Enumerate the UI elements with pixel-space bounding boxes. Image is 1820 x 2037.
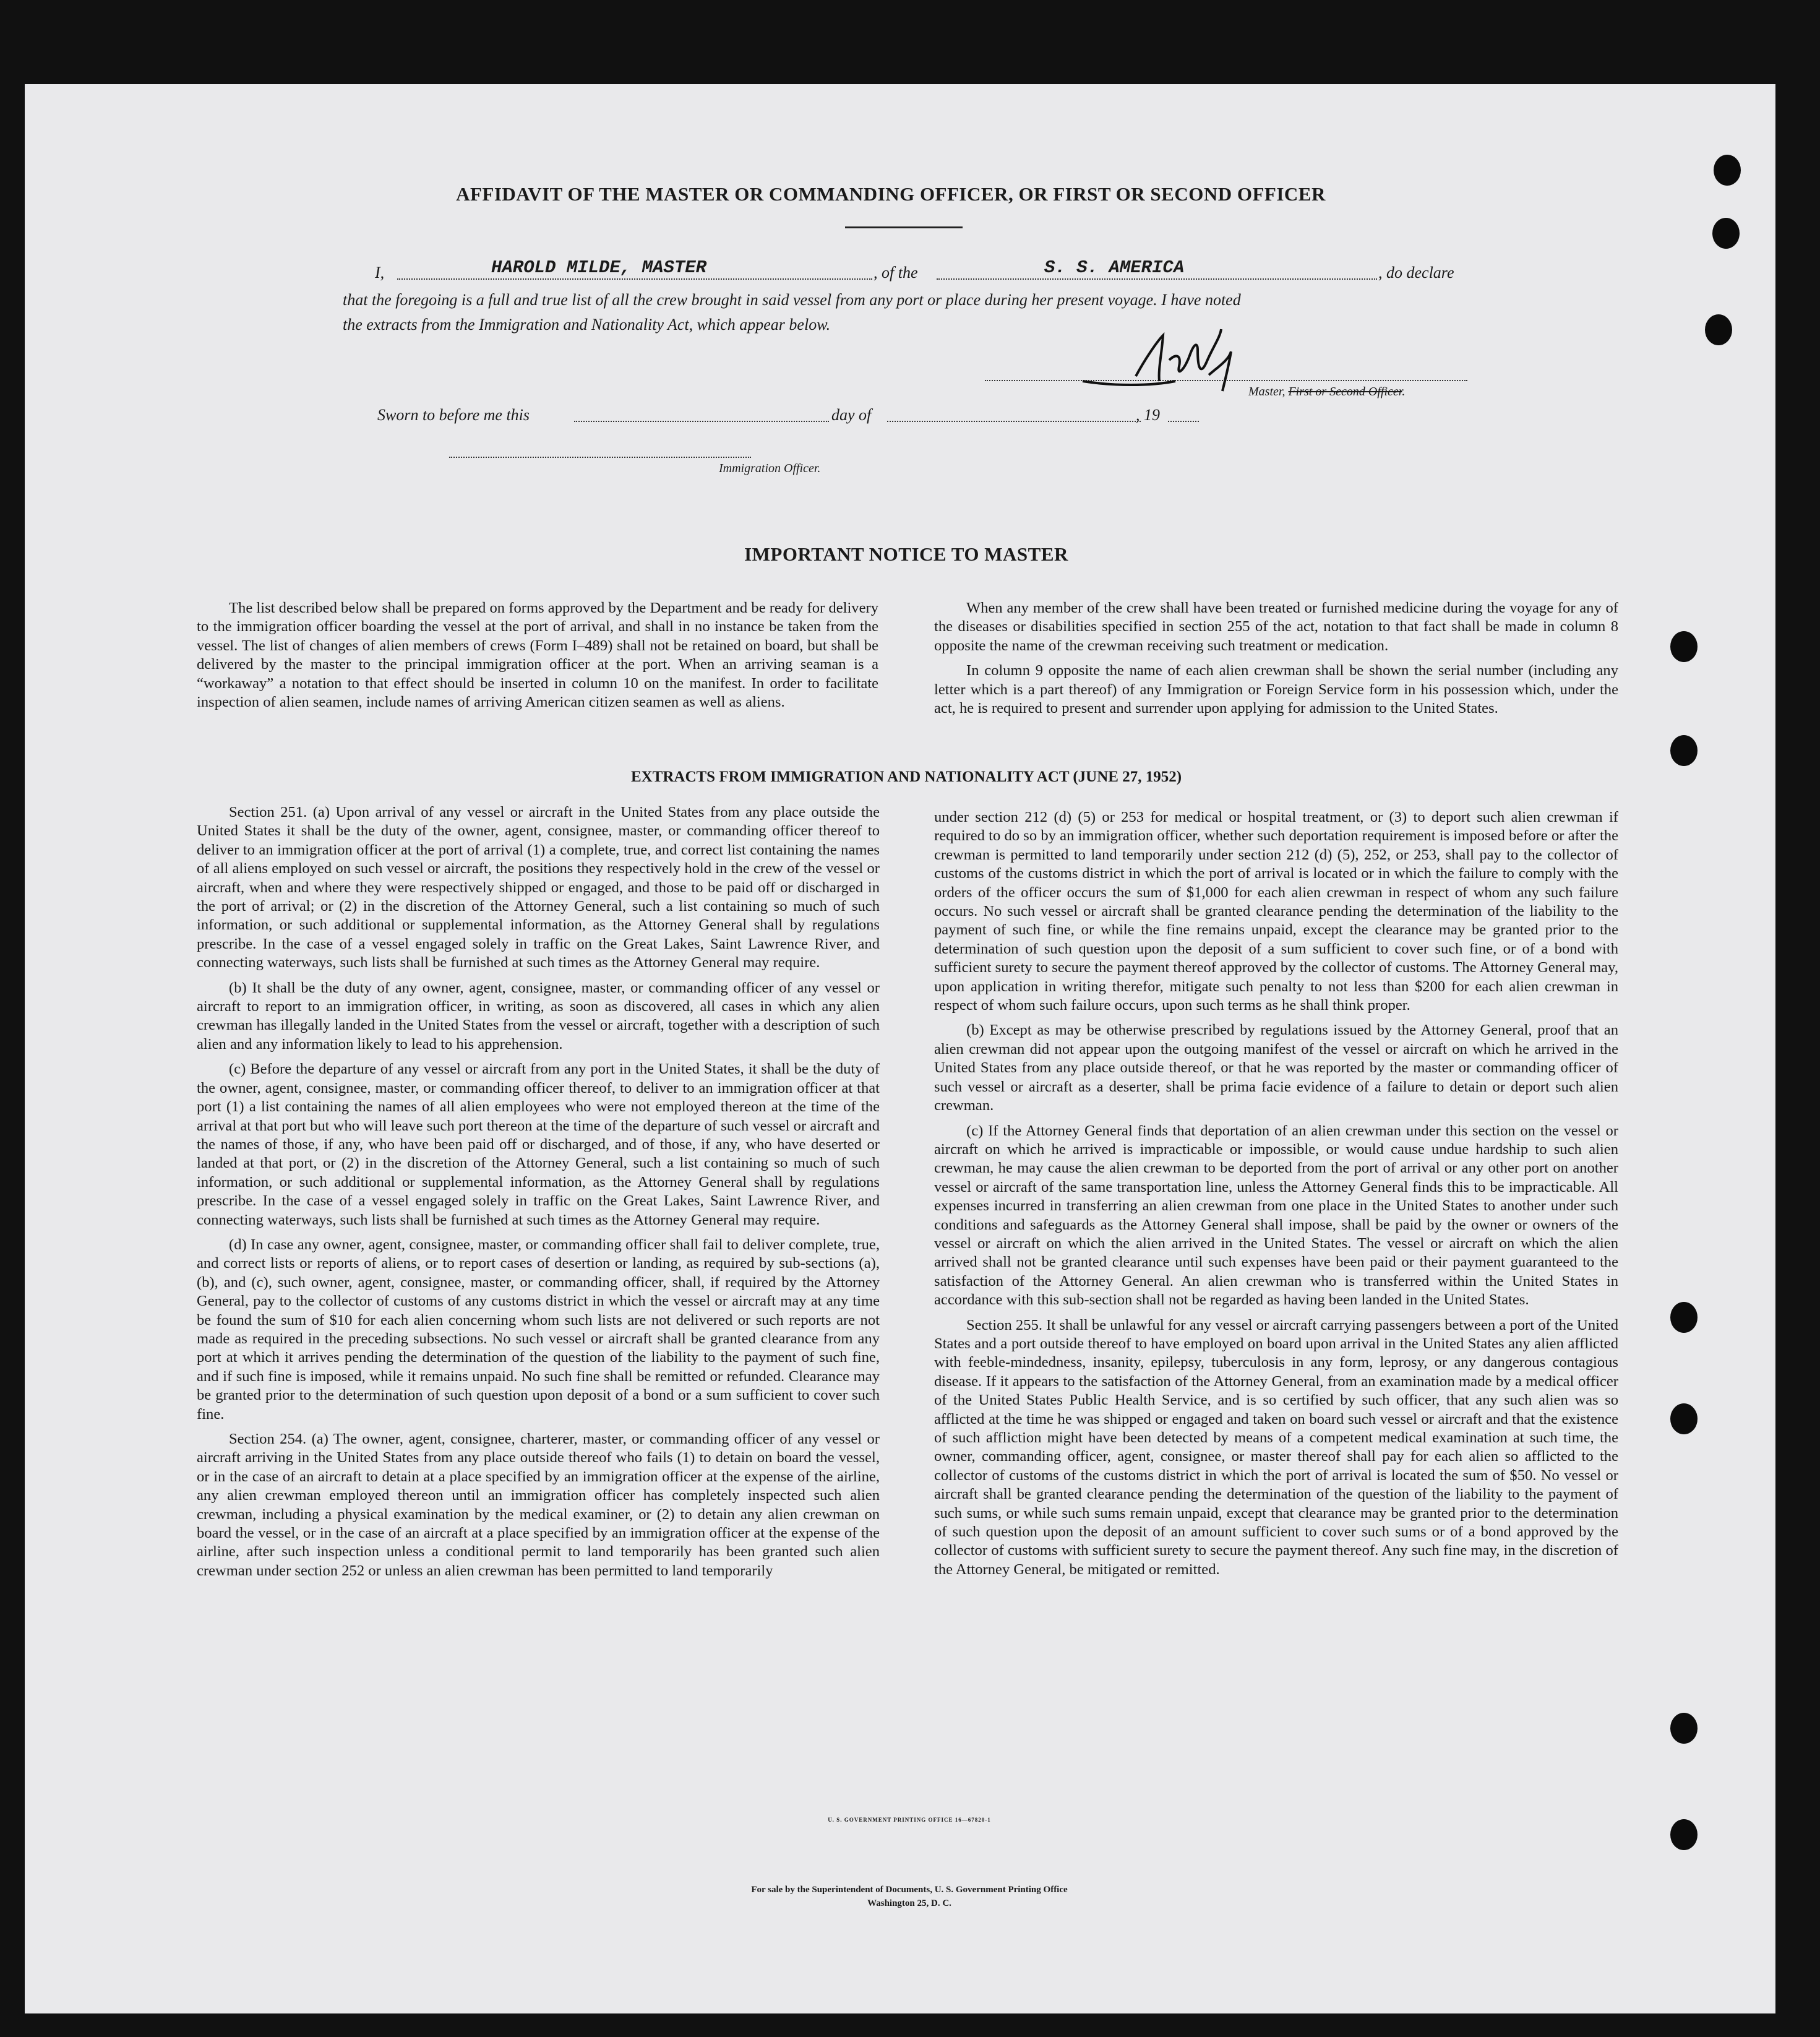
- sworn-day-dots: [574, 421, 829, 422]
- signature-label-prefix: Master,: [1248, 385, 1286, 398]
- section-251-b: (b) It shall be the duty of any owner, agent, consignee, master, or commanding officer of any vessel or aircraft to report to an immigration officer, in writing, as soon as discovered, all cases in which any alien crewman has illegally landed in the United States from the vessel or aircraft, together with a description of such alien and any information likely to lead to his apprehension.: [197, 979, 880, 1053]
- master-name-value: HAROLD MILDE, MASTER: [491, 257, 707, 278]
- punch-hole: [1670, 735, 1698, 766]
- section-254-b: (b) Except as may be otherwise prescribed by regulations issued by the Attorney General, proof that an alien crewman did not appear upon the outgoing manifest of the vessel or aircraft on which he arrived in the United States from any place outside thereof, or that he was reported by the master or commanding officer of such vessel or aircraft as a deserter, shall be prima facie evidence of a failure to detain or deport such alien crewman.: [934, 1022, 1618, 1114]
- notice-title: IMPORTANT NOTICE TO MASTER: [744, 543, 1068, 565]
- extracts-right-column: [934, 808, 1618, 1585]
- master-signature: [1076, 317, 1268, 397]
- sale-notice-line-1: For sale by the Superintendent of Documents, U. S. Government Printing Office: [751, 1885, 1068, 1895]
- name-dots: [397, 278, 872, 280]
- sale-notice-line-2: Washington 25, D. C.: [867, 1898, 951, 1908]
- title-rule: [845, 226, 963, 228]
- punch-hole: [1670, 1713, 1698, 1744]
- punch-hole: [1670, 1302, 1698, 1333]
- punch-hole: [1705, 314, 1732, 345]
- affidavit-title: AFFIDAVIT OF THE MASTER OR COMMANDING OFFICER, OR FIRST OR SECOND OFFICER: [456, 183, 1326, 205]
- sworn-line: [377, 403, 1200, 428]
- signature-label: [1248, 385, 1405, 399]
- punch-hole: [1670, 631, 1698, 662]
- vessel-name-value: S. S. AMERICA: [1044, 257, 1185, 278]
- signature-label-suffix: .: [1402, 385, 1406, 398]
- sworn-label: Sworn to before me this: [377, 406, 530, 424]
- affidavit-statement-1: that the foregoing is a full and true list of all the crew brought in said vessel from any port or place during her present voyage. I have noted: [343, 291, 1241, 309]
- section-251-d: (d) In case any owner, agent, consignee, master, or commanding officer shall fail to deliver complete, true, and correct lists or reports of aliens, or to report cases of desertion or landing, as required by sub-sections (a), (b), and (c), such owner, agent, consignee, master, or commanding officer, shall, if required by the Attorney General, pay to the collector of customs of any customs district in which the vessel or aircraft may at any time be found the sum of $10 for each alien concerning whom such lists are not delivered or such reports are not made as required in the preceding subsections. No such vessel or aircraft shall be granted clearance from any port at which it arrives pending the determination of the question of the liability to the payment of such fine, and if such fine is imposed, while it remains unpaid. No such fine shall be remitted or refunded. Clearance may be granted prior to the determination of such question upon deposit of a bond or a sum sufficient to cover such fine.: [197, 1236, 880, 1423]
- section-254-c: (c) If the Attorney General finds that deportation of an alien crewman under this section on the vessel or aircraft on which he arrived is impracticable or impossible, or would cause undue hardship to such alien crewman, he may cause the alien crewman to be deported from the port of arrival or any other port on another vessel or aircraft of the same transportation line, unless the Attorney General finds this to be impracticable. All expenses incurred in transferring an alien crewman from one place in the United States to another under such conditions and safeguards as the Attorney General shall impose, shall be paid by the owner or owners of the vessel or aircraft on which the alien arrived in the United States. The vessel or aircraft on which the alien arrived shall not be granted clearance until such expenses have been paid or their payment guaranteed to the satisfaction of the Attorney General. An alien crewman who is transferred within the United States in accordance with this sub-section shall not be regarded as having been landed in the United States.: [934, 1122, 1618, 1309]
- affidavit-line: [375, 257, 1476, 287]
- punch-hole: [1670, 1819, 1698, 1850]
- i-label: I,: [375, 264, 385, 282]
- vessel-dots: [937, 278, 1377, 280]
- punch-hole: [1712, 218, 1740, 249]
- section-251-c: (c) Before the departure of any vessel or aircraft from any port in the United States, it shall be the duty of the owner, agent, consignee, master, or commanding officer thereof, to deliver to an immigration officer at that port (1) a list containing the names of all alien employees who were not employed thereon at the time of the arrival at that port but who will leave such port thereon at the time of the departure of such vessel or aircraft and the names of those, if any, who have been paid off or discharged, and of those, if any, who have deserted or landed at that port, or (2) in the discretion of the Attorney General, such a list containing so much of such information, or such additional or supplemental information, as the Attorney General shall by regulations prescribe. In the case of a vessel engaged solely in traffic on the Great Lakes, Saint Lawrence River, and connecting waterways, such lists shall be furnished at such times as the Attorney General may require.: [197, 1061, 880, 1228]
- notice-right-column: [934, 599, 1618, 724]
- officer-label: Immigration Officer.: [719, 462, 821, 475]
- signature-label-struck: First or Second Officer: [1288, 385, 1402, 398]
- section-254-a: Section 254. (a) The owner, agent, consignee, charterer, master, or commanding officer of any vessel or aircraft arriving in the United States from any place outside thereof who fails (1) to detain on board the vessel, or in the case of an aircraft to detain at a place specified by an immigration officer at the expense of the airline, any alien crewman employed thereon until an immigration officer has completely inspected such alien crewman, including a physical examination by the medical examiner, or (2) to detain any alien crewman on board the vessel, or in the case of an aircraft at a place specified by an immigration officer at the expense of the airline, after such inspection unless a conditional permit to land temporarily has been granted such alien crewman under section 252 or unless an alien crewman has been permitted to land temporarily: [197, 1431, 880, 1579]
- day-of-label: day of: [831, 406, 872, 424]
- section-255: Section 255. It shall be unlawful for any vessel or aircraft carrying passengers between a port of the United States and a port outside thereof to have employed on board upon arrival in the United States any alien afflicted with feeble-mindedness, insanity, epilepsy, tuberculosis in any form, leprosy, or any dangerous contagious disease. If it appears to the satisfaction of the Attorney General, from an examination made by a medical officer of the United States Public Health Service, and is so certified by such officer, that any such alien was so afflicted at the time he was shipped or engaged and taken on board such vessel or aircraft and that the existence of such affliction might have been detected by means of a competent medical examination at such time, the owner, commanding officer, agent, consignee, or master thereof shall pay for each alien so afflicted to the collector of customs of the customs district in which the port of arrival is located the sum of $50. No vessel or aircraft shall be granted clearance pending the determination of the question of the liability to the payment of such sums, or while such sums remain unpaid, except that clearance may be granted prior to the determination of such question upon the deposit of an amount sufficient to cover such sums or of a bond approved by the collector of customs with sufficient surety to secure the payment thereof. Any such fine may, in the discretion of the Attorney General, be mitigated or remitted.: [934, 1316, 1618, 1578]
- do-declare-label: , do declare: [1378, 264, 1454, 282]
- notice-right-paragraph-2: In column 9 opposite the name of each alien crewman shall be shown the serial number (including any letter which is a part thereof) of any Immigration or Foreign Service form in his possession which, under the act, he is required to present and surrender upon applying for admission to the United States.: [934, 662, 1618, 717]
- extracts-left-column: [197, 803, 880, 1587]
- section-254-a-continued: under section 212 (d) (5) or 253 for medical or hospital treatment, or (3) to deport such alien crewman if required to do so by an immigration officer, whether such deportation requirement is imposed before or after the crewman is permitted to land temporarily under section 212 (d) (5), 252, or 253, shall pay to the collector of customs of the customs district in which the port of arrival is located or in which the failure to comply with the orders of the officer occurs the sum of $1,000 for each alien crewman in respect of whom any such failure occurs. No such vessel or aircraft shall be granted clearance pending the determination of the liability to the payment of such fine, or while the fine remains unpaid, except the clearance may be granted prior to the determination of such question upon the deposit of a sum sufficient to cover such fine, or of a bond with sufficient surety to secure the payment thereof approved by the collector of customs. The Attorney General may, upon application in writing therefor, mitigate such penalty to not less than $200 for each alien crewman in respect of whom such failure occurs, upon such terms as he shall think proper.: [934, 809, 1618, 1014]
- extracts-title: EXTRACTS FROM IMMIGRATION AND NATIONALITY ACT (JUNE 27, 1952): [630, 769, 1182, 785]
- notice-left-paragraph: The list described below shall be prepared on forms approved by the Department and be ready for delivery to the immigration officer boarding the vessel at the port of arrival, and shall in no instance be taken from the vessel. The list of changes of alien members of crews (Form I–489) shall not be retained on board, but shall be delivered by the master to the principal immigration officer at the port. When an arriving seaman is a “workaway” a notation to that effect should be inserted in column 10 on the manifest. In order to facilitate inspection of alien seamen, include names of arriving American citizen seamen as well as aliens.: [197, 600, 878, 711]
- year-label: , 19: [1136, 406, 1160, 424]
- of-the-label: , of the: [874, 264, 918, 282]
- punch-hole: [1714, 155, 1741, 186]
- year-dots: [1168, 421, 1199, 422]
- printing-office-imprint: U. S. GOVERNMENT PRINTING OFFICE 16—67820-1: [828, 1817, 991, 1823]
- notice-right-paragraph-1: When any member of the crew shall have been treated or furnished medicine during the voyage for any of the diseases or disabilities specified in section 255 of the act, notation to that fact shall be made in column 8 opposite the name of the crewman receiving such treatment or medication.: [934, 600, 1618, 654]
- month-dots: [887, 421, 1141, 422]
- punch-hole: [1670, 1403, 1698, 1434]
- officer-signature-line: [449, 457, 751, 458]
- notice-left-column: [197, 599, 878, 718]
- section-251-a: Section 251. (a) Upon arrival of any vessel or aircraft in the United States from any place outside the United States it shall be the duty of the owner, agent, consignee, master, or commanding officer thereof to deliver to an immigration officer at the port of arrival (1) a complete, true, and correct list containing the names of all aliens employed on such vessel or aircraft, the positions they respectively hold in the crew of the vessel or aircraft, when and where they were respectively shipped or engaged, and those to be paid off or discharged in the port of arrival; or (2) in the discretion of the Attorney General, such a list containing so much of such information, or such additional or supplemental information, as the Attorney General shall by regulations prescribe. In the case of a vessel engaged solely in traffic on the Great Lakes, Saint Lawrence River, and connecting waterways, such lists shall be furnished at such times as the Attorney General may require.: [197, 804, 880, 971]
- affidavit-statement-2: the extracts from the Immigration and Nationality Act, which appear below.: [343, 316, 831, 334]
